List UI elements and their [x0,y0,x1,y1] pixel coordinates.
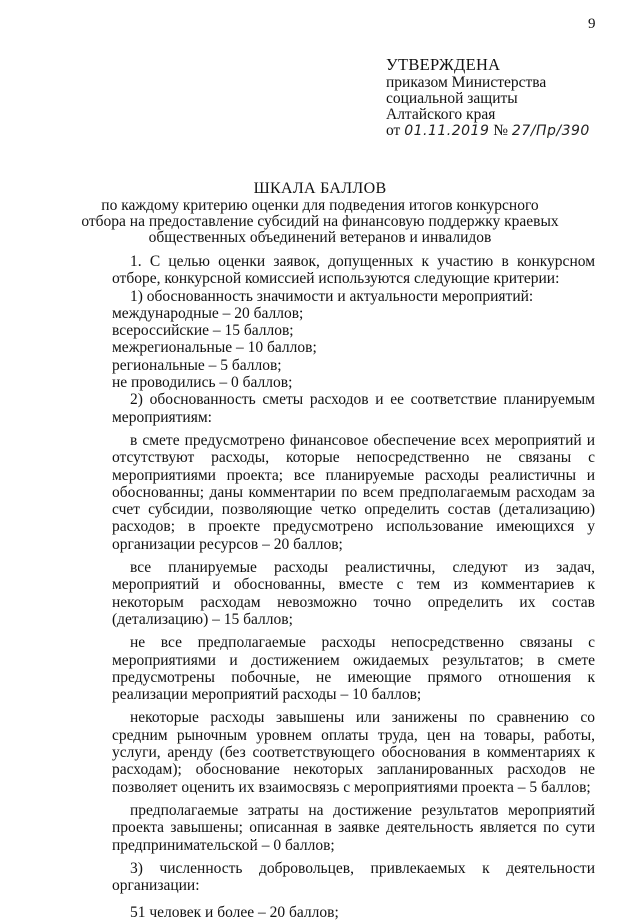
approval-date-line [386,123,636,139]
page-number: 9 [588,16,596,32]
document-subtitle: по каждому критерию оценки для подведения итогов конкурсного отбора на предоставление субсидий на финансовую поддержку краевых общественных объединений ветеранов и инвалидов [81,197,559,246]
criterion-2-option: все планируемые расходы реалистичны, следуют из задач, мероприятий и обоснованны, вместе с тем из комментариев к некоторым расходам невозможно точно определить их состав (детализацию) – 15 баллов; [112,559,595,628]
criterion-1-option: международные – 20 баллов; [112,304,304,322]
criterion-1-option: не проводились – 0 баллов; [112,374,293,392]
criterion-2-option: в смете предусмотрено финансовое обеспечение всех мероприятий и отсутствуют расходы, которые непосредственно не связаны с мероприятиями проекта; все планируемые расходы реалистичны и обоснованны; даны комментарии по всем предполагаемым расходам за счет субсидии, позволяющие четко определить состав (детализацию) расходов; в проекте предусмотрено использование имеющихся у организации ресурсов – 20 баллов; [112,431,595,553]
paragraph-intro: 1. С целью оценки заявок, допущенных к участию в конкурсном отборе, конкурсной комиссией используются следующие критерии: [112,253,595,288]
criterion-1-option: всероссийские – 15 баллов; [112,322,294,340]
criterion-3-option: 51 человек и более – 20 баллов; [130,904,339,922]
criterion-3-heading: 3) численность добровольцев, привлекаемых к деятельности организации: [112,859,595,895]
criterion-1-option: региональные – 5 баллов; [112,356,282,374]
approval-stamp [386,57,636,139]
approval-line-1: приказом Министерства [386,74,547,91]
approval-date-handwritten: 01.11.2019 [404,123,490,139]
criterion-2-heading: 2) обоснованность сметы расходов и ее соответствие планируемым мероприятиям: [112,391,595,426]
criterion-1-heading: 1) обоснованность значимости и актуальности мероприятий: [130,287,534,305]
approval-heading: УТВЕРЖДЕНА [386,55,501,74]
approval-date-prefix: от [386,122,401,139]
document-title: ШКАЛА БАЛЛОВ [253,180,387,197]
criterion-2-option: предполагаемые затраты на достижение результатов мероприятий проекта завышены; описанная в заявке деятельность является по сути предпринимательской – 0 баллов; [112,801,595,854]
criterion-2-option: некоторые расходы завышены или занижены по сравнению со средним рыночным уровнем оплаты труда, цен на товары, работы, услуги, аренду (без соответствующего обоснования в комментариях к расходам); обоснование некоторых запланированных расходов не позволяет оценить их взаимосвязь с мероприятиями проекта – 5 баллов; [112,709,595,796]
document-body [112,253,595,922]
criterion-1-option: межрегиональные – 10 баллов; [112,339,317,357]
criterion-2-option: не все предполагаемые расходы непосредственно связаны с мероприятиями и достижением ожидаемых результатов; в смете предусмотрены побочные, не имеющие прямого отношения к реализации мероприятий расходы – 10 баллов; [112,634,595,704]
approval-line-3: Алтайского края [386,106,496,123]
approval-number-prefix: № [493,122,509,139]
approval-line-2: социальной защиты [386,90,518,107]
approval-number-handwritten: 27/Пр/390 [511,123,590,139]
